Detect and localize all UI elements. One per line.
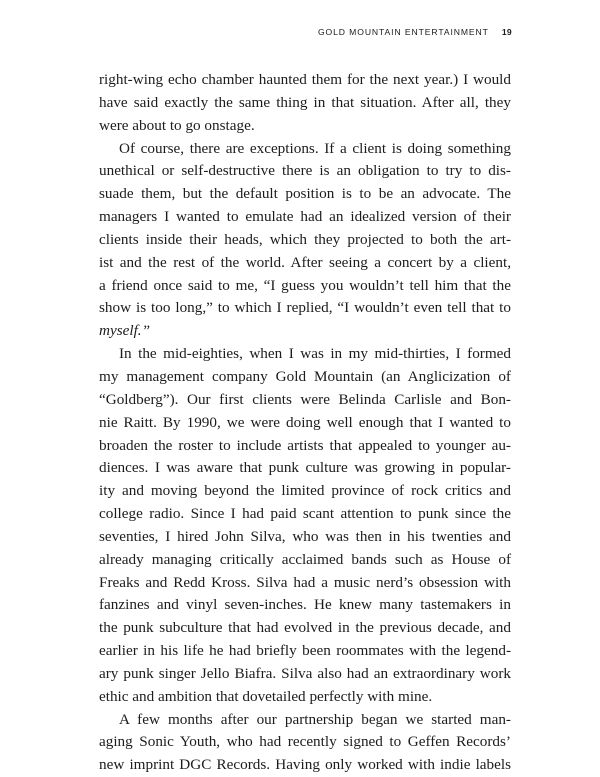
paragraph-first-line: Of course, there are exceptions. If a client is doing something — [119, 139, 511, 157]
text-line: have said exactly the same thing in that situation. After all, they — [99, 93, 511, 111]
text-line: seventies, I hired John Silva, who was then in his twenties and — [99, 527, 511, 545]
text-line: college radio. Since I had paid scant attention to punk since the — [99, 505, 511, 523]
text-line: “Goldberg”). Our first clients were Belinda Carlisle and Bon- — [99, 390, 511, 408]
text-line: the punk subculture that had evolved in the previous decade, and — [99, 619, 511, 637]
text-line: right-wing echo chamber haunted them for the next year.) I would — [99, 71, 511, 88]
text-line: unethical or self-destructive there is an obligation to try to dis- — [99, 162, 511, 180]
text-line: new imprint DGC Records. Having only worked with indie labels — [99, 756, 511, 774]
body-text — [99, 69, 511, 777]
paragraph-first-line: In the mid-eighties, when I was in my mid-thirties, I formed — [119, 345, 511, 363]
text-line: my management company Gold Mountain (an Anglicization of — [99, 367, 511, 385]
page-number: 19 — [501, 27, 512, 37]
text-line: broaden the roster to include artists that appealed to younger au- — [99, 436, 511, 454]
paragraph-first-line: A few months after our partnership began we started man- — [119, 710, 511, 728]
text-line: show is too long,” to which I replied, “I wouldn’t even tell that to — [99, 299, 511, 317]
text-line: fanzines and vinyl seven-inches. He knew many tastemakers in — [99, 596, 511, 614]
text-line: Freaks and Redd Kross. Silva had a music nerd’s obsession with — [99, 573, 511, 591]
text-line: managers I wanted to emulate had an idealized version of their — [99, 208, 511, 226]
text-line: ary punk singer Jello Biafra. Silva also had an extraordinary work — [99, 664, 511, 682]
text-line-italic — [99, 320, 511, 343]
text-line: a friend once said to me, “I guess you wouldn’t tell him that the — [99, 276, 511, 294]
text-line: nie Raitt. By 1990, we were doing well enough that I wanted to — [99, 413, 511, 431]
text-line: ethic and ambition that dovetailed perfectly with mine. — [99, 687, 433, 705]
text-line: suade them, but the default position is to be an advocate. The — [99, 185, 511, 203]
text-line: already managing critically acclaimed bands such as House of — [99, 550, 511, 568]
italic-text: myself.” — [99, 322, 151, 340]
text-line: ity and moving beyond the limited province of rock critics and — [99, 482, 511, 500]
text-line: ist and the rest of the world. After seeing a concert by a client, — [99, 253, 511, 271]
text-line: aging Sonic Youth, who had recently signed to Geffen Records’ — [99, 733, 511, 751]
text-line: diences. I was aware that punk culture was growing in popular- — [99, 459, 511, 477]
running-head — [318, 27, 512, 37]
text-line: earlier in his life he had briefly been roommates with the legend- — [99, 642, 511, 660]
running-head-title: GOLD MOUNTAIN ENTERTAINMENT — [317, 27, 489, 37]
text-line: were about to go onstage. — [99, 116, 255, 134]
text-line: clients inside their heads, which they projected to both the art- — [99, 230, 511, 248]
